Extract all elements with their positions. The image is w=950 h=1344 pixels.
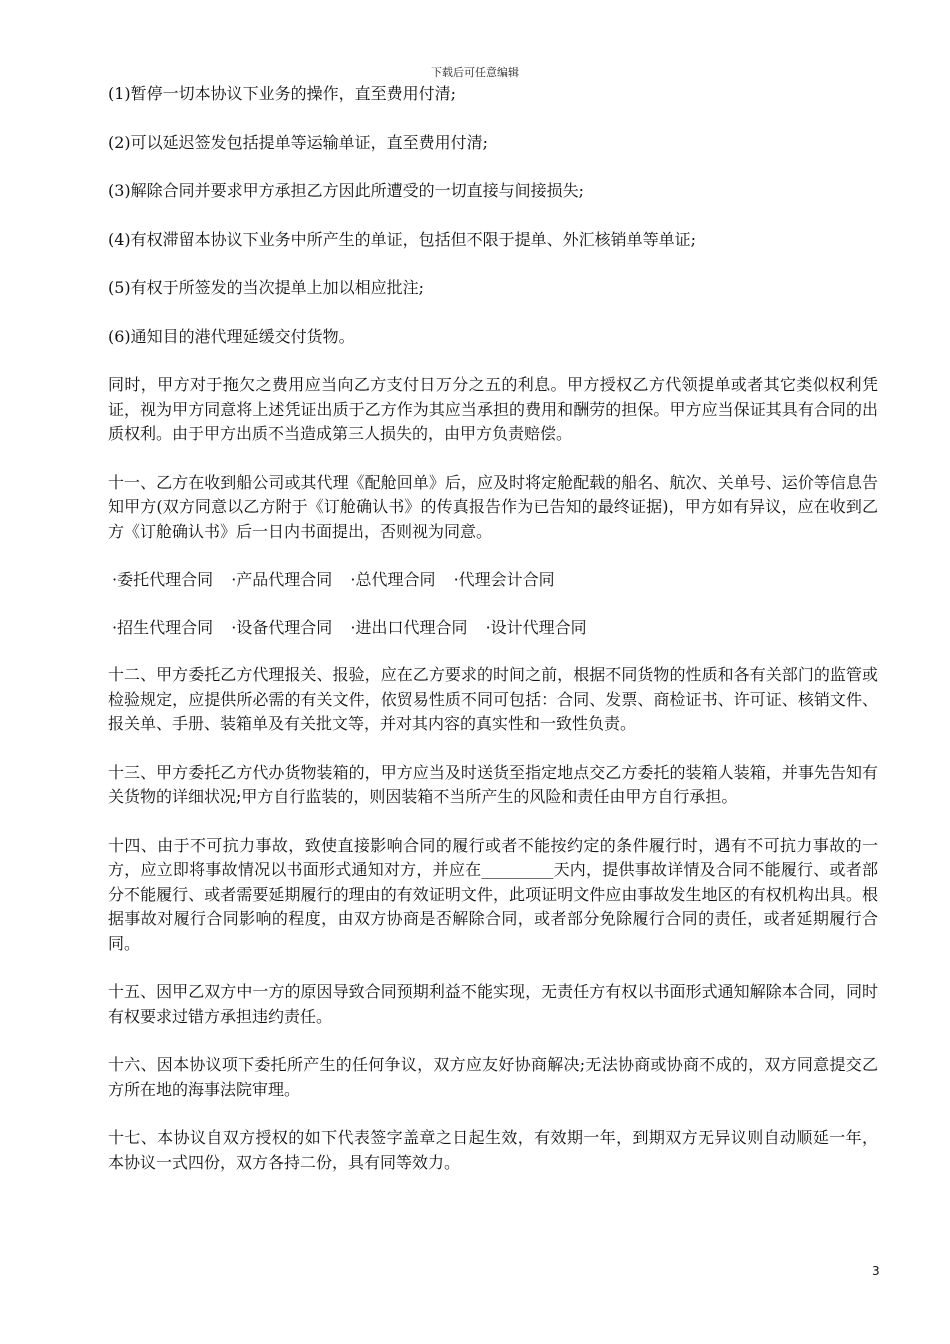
list-item: (1)暂停一切本协议下业务的操作，直至费用付清; — [108, 84, 457, 103]
related-links-row — [108, 616, 878, 641]
link-design-agency-contract[interactable]: ·设计代理合同 — [485, 617, 587, 637]
link-equipment-agency-contract[interactable]: ·设备代理合同 — [231, 617, 333, 637]
list-item: (3)解除合同并要求甲方承担乙方因此所遭受的一切直接与间接损失; — [108, 181, 585, 200]
paragraph-pledge: 同时，甲方对于拖欠之费用应当向乙方支付日万分之五的利息。甲方授权乙方代领提单或者其它类似权利凭证，视为甲方同意将上述凭证出质于乙方作为其应当承担的费用和酬劳的担保。甲方应当保证其具有合同的出质权利。由于甲方出质不当造成第三人损失的，由甲方负责赔偿。 — [108, 375, 878, 443]
list-item: (6)通知目的港代理延缓交付货物。 — [108, 326, 355, 346]
paragraph-clause-13: 十三、甲方委托乙方代办货物装箱的，甲方应当及时送货至指定地点交乙方委托的装箱人装箱，并事先告知有关货物的详细状况;甲方自行监装的，则因装箱不当所产生的风险和责任由甲方自行承担。 — [108, 762, 878, 806]
paragraph-clause-11: 十一、乙方在收到船公司或其代理《配舱回单》后，应及时将定舱配载的船名、航次、关单号、运价等信息告知甲方(双方同意以乙方附于《订舱确认书》的传真报告作为已告知的最终证据)，甲方如有异议，应在收到乙方《订舱确认书》后一日内书面提出，否则视为同意。 — [108, 472, 878, 541]
link-entrust-agency-contract[interactable]: ·委托代理合同 — [112, 570, 214, 589]
link-product-agency-contract[interactable]: ·产品代理合同 — [231, 570, 333, 589]
link-general-agency-contract[interactable]: ·总代理合同 — [350, 570, 436, 589]
list-item: (2)可以延迟签发包括提单等运输单证，直至费用付清; — [108, 132, 489, 152]
paragraph-clause-15: 十五、因甲乙双方中一方的原因导致合同预期利益不能实现，无责任方有权以书面形式通知解除本合同，同时有权要求过错方承担违约责任。 — [108, 982, 878, 1026]
paragraph-clause-17: 十七、本协议自双方授权的如下代表签字盖章之日起生效，有效期一年，到期双方无异议则自动顺延一年， 本协议一式四份，双方各持二份，具有同等效力。 — [108, 1128, 878, 1172]
document-body — [108, 82, 878, 1199]
list-item: (5)有权于所签发的当次提单上加以相应批注; — [108, 278, 425, 297]
related-links-row — [108, 568, 878, 593]
link-import-export-agency-contract[interactable]: ·进出口代理合同 — [350, 617, 468, 637]
page-number: 3 — [872, 1264, 880, 1278]
paragraph-clause-16: 十六、因本协议项下委托所产生的任何争议，双方应友好协商解决;无法协商或协商不成的，双方同意提交乙方所在地的海事法院审理。 — [108, 1055, 878, 1099]
paragraph-clause-14: 十四、由于不可抗力事故，致使直接影响合同的履行或者不能按约定的条件履行时，遇有不可抗力事故的一方，应立即将事故情况以书面形式通知对方，并应在_________天内，提供事故详情及合同不能履行、或者部分不能履行、或者需要延期履行的理由的有效证明文件，此项证明文件应由事故发生地区的有权机构出具。根据事故对履行合同影响的程度，由双方协商是否解除合同，或者部分免除履行合同的责任，或者延期履行合同。 — [108, 835, 878, 953]
list-item: (4)有权滞留本协议下业务中所产生的单证，包括但不限于提单、外汇核销单等单证; — [108, 229, 697, 249]
link-enrollment-agency-contract[interactable]: ·招生代理合同 — [112, 617, 214, 637]
header-note: 下载后可任意编辑 — [431, 66, 519, 79]
link-accounting-agency-contract[interactable]: ·代理会计合同 — [453, 570, 555, 589]
paragraph-clause-12: 十二、甲方委托乙方代理报关、报验，应在乙方要求的时间之前，根据不同货物的性质和各有关部门的监管或检验规定，应提供所必需的有关文件，依贸易性质不同可包括：合同、发票、商检证书、许可证、核销文件、报关单、手册、装箱单及有关批文等，并对其内容的真实性和一致性负责。 — [108, 665, 878, 733]
